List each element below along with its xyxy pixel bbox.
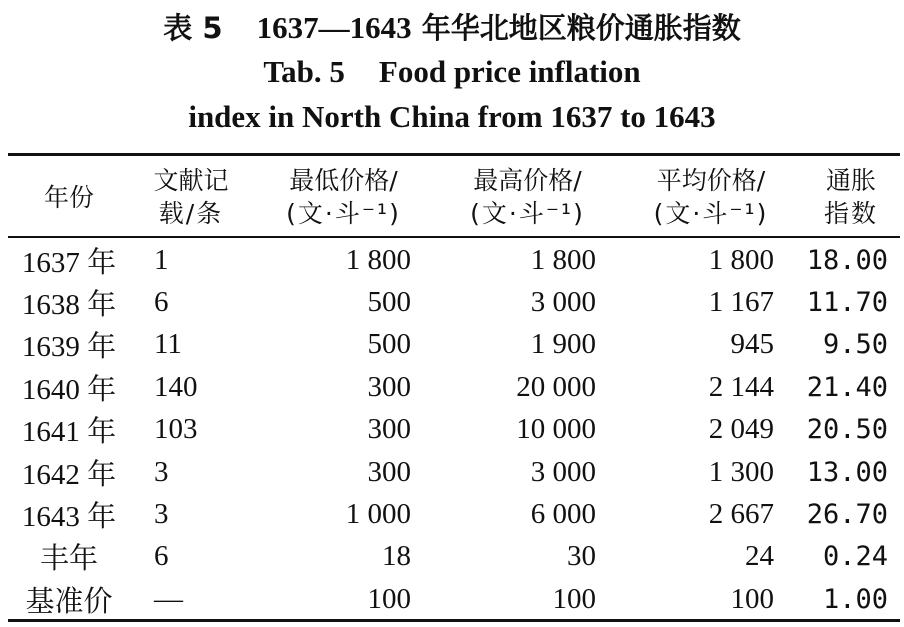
- cell-year: 1639 年: [21, 331, 117, 364]
- cell-count: 140: [154, 370, 198, 403]
- cell-avg: 2 144: [708, 370, 774, 403]
- cell-avg: 2 049: [708, 413, 774, 446]
- cell-max: 1 800: [530, 243, 596, 276]
- table-row: [8, 324, 900, 366]
- caption-cn-label: 表 5: [163, 11, 223, 45]
- column-header-year: [8, 158, 130, 236]
- cell-year: 1640 年: [21, 373, 117, 406]
- cell-avg: 1 167: [708, 286, 774, 319]
- cell-avg: 2 667: [708, 498, 774, 531]
- table-row: [8, 409, 900, 451]
- column-header-max-line1: 最高价格/: [473, 166, 582, 195]
- cell-year: 1643 年: [21, 501, 117, 534]
- cell-avg: 100: [730, 582, 774, 615]
- table-row: [8, 239, 900, 281]
- caption-en-title-line1: Food price inflation: [378, 54, 641, 89]
- cell-index: 11.70: [806, 287, 888, 319]
- caption-english-line1: [0, 54, 904, 90]
- table-body: [8, 236, 900, 621]
- cell-min: 300: [367, 455, 411, 488]
- cell-count: 1: [154, 243, 169, 276]
- cell-index: 21.40: [806, 371, 888, 403]
- cell-max: 1 900: [530, 328, 596, 361]
- caption-cn-span: 1637—1643: [256, 10, 412, 45]
- cell-index: 20.50: [806, 414, 888, 446]
- cell-max: 3 000: [530, 455, 596, 488]
- column-header-index-line1: 通胀: [825, 166, 876, 195]
- table-header-row: [8, 158, 900, 236]
- column-header-count: [130, 158, 252, 236]
- cell-max: 30: [567, 540, 596, 573]
- column-header-index-line2: 指数: [823, 199, 878, 228]
- cell-count: 103: [154, 413, 198, 446]
- column-header-count-line2: 载/条: [158, 199, 224, 228]
- cell-index: 13.00: [806, 456, 888, 488]
- caption-chinese: [0, 6, 904, 47]
- cell-avg: 945: [730, 328, 774, 361]
- cell-avg: 1 800: [708, 243, 774, 276]
- cell-count: 11: [154, 328, 182, 361]
- column-header-avg: [620, 158, 802, 236]
- caption-en-label: Tab. 5: [263, 54, 345, 89]
- table-row: [8, 451, 900, 493]
- cell-min: 500: [367, 328, 411, 361]
- table-row: [8, 281, 900, 323]
- cell-year: 1641 年: [21, 416, 117, 449]
- column-header-year-line1: 年份: [43, 182, 94, 212]
- cell-min: 500: [367, 286, 411, 319]
- column-header-max-line2: (文·斗⁻¹): [470, 199, 585, 228]
- cell-year: 基准价: [25, 585, 113, 618]
- caption-cn-title: 年华北地区粮价通胀指数: [421, 11, 741, 45]
- cell-year: 1637 年: [21, 246, 117, 279]
- cell-min: 100: [367, 582, 411, 615]
- cell-min: 1 800: [345, 243, 411, 276]
- cell-year: 丰年: [39, 543, 98, 576]
- caption-english-line2: index in North China from 1637 to 1643: [188, 99, 716, 134]
- cell-min: 300: [367, 370, 411, 403]
- cell-index: 26.70: [806, 499, 888, 531]
- cell-count: 3: [154, 498, 169, 531]
- column-header-avg-line2: (文·斗⁻¹): [653, 199, 769, 228]
- column-header-max: [435, 158, 620, 236]
- cell-year: 1642 年: [21, 458, 117, 491]
- column-header-count-line1: 文献记: [153, 166, 229, 195]
- table-row: [8, 366, 900, 408]
- cell-min: 300: [367, 413, 411, 446]
- cell-index: 18.00: [806, 244, 888, 276]
- cell-max: 10 000: [516, 413, 596, 446]
- column-header-min-line1: 最低价格/: [289, 166, 398, 195]
- cell-avg: 24: [745, 540, 774, 573]
- cell-year: 1638 年: [21, 289, 117, 322]
- price-index-table: [8, 158, 900, 621]
- cell-max: 20 000: [516, 370, 596, 403]
- cell-avg: 1 300: [708, 455, 774, 488]
- column-header-min: [252, 158, 435, 236]
- table-row: [8, 536, 900, 578]
- cell-count: 6: [154, 540, 169, 573]
- cell-min: 1 000: [345, 498, 411, 531]
- cell-index: 0.24: [822, 541, 888, 573]
- column-header-index: [802, 158, 900, 236]
- cell-count: 6: [154, 286, 169, 319]
- column-header-min-line2: (文·斗⁻¹): [286, 199, 401, 228]
- cell-index: 1.00: [822, 583, 888, 615]
- cell-count: 3: [154, 455, 169, 488]
- cell-max: 100: [552, 582, 596, 615]
- cell-max: 6 000: [530, 498, 596, 531]
- cell-index: 9.50: [822, 329, 888, 361]
- cell-min: 18: [382, 540, 411, 573]
- table-top-rule: [8, 153, 900, 156]
- cell-max: 3 000: [530, 286, 596, 319]
- table-row: [8, 578, 900, 620]
- column-header-avg-line1: 平均价格/: [656, 166, 766, 195]
- cell-count: —: [154, 582, 183, 615]
- table-row: [8, 493, 900, 535]
